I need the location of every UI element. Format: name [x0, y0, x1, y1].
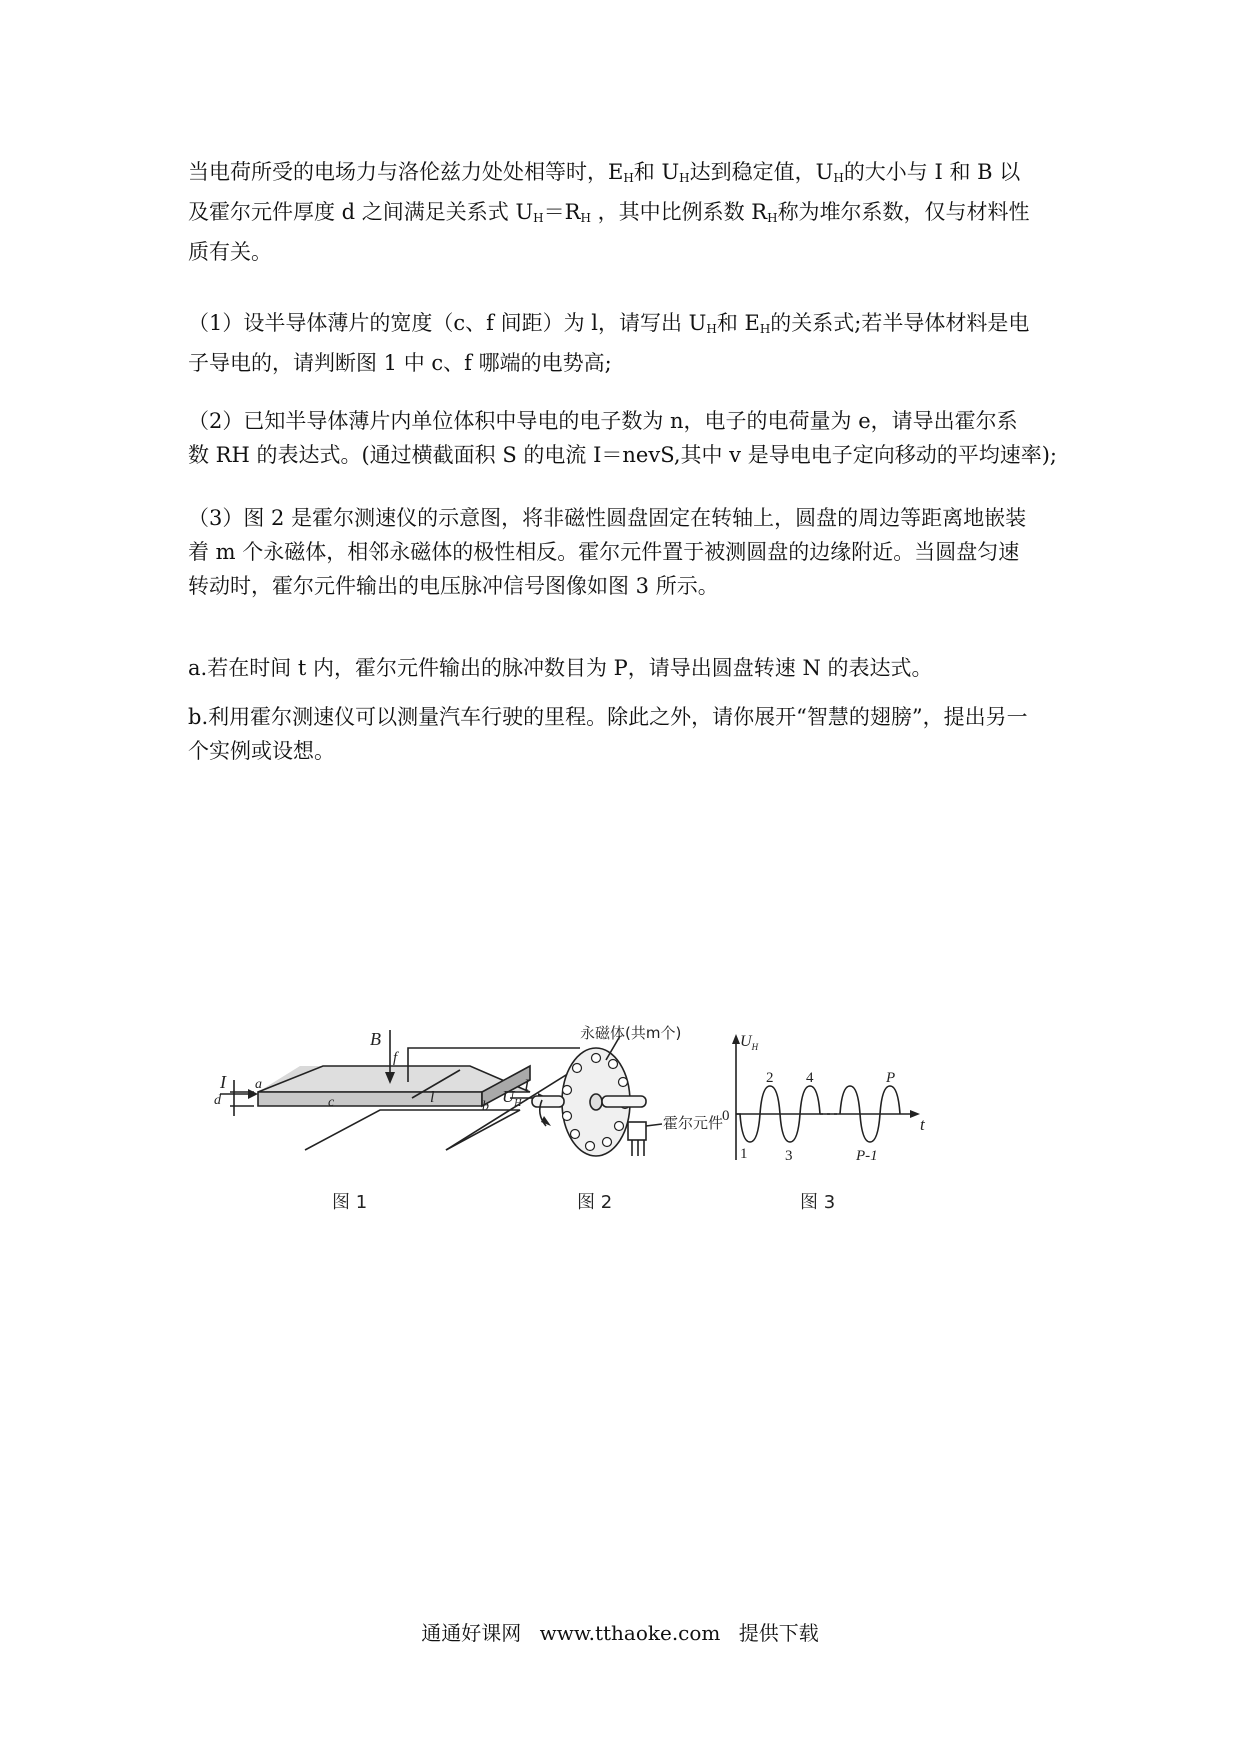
magnet [592, 1054, 601, 1063]
paragraph-question-a [188, 651, 1060, 685]
trough-label: 3 [785, 1148, 793, 1164]
hall-label-leader [646, 1124, 662, 1126]
figure-3-caption: 图 3 [800, 1192, 836, 1213]
footer-note: 提供下载 [738, 1621, 819, 1645]
lead-c [305, 1110, 520, 1150]
hall-element-label: 霍尔元件 [663, 1114, 724, 1132]
label-l: l [430, 1089, 435, 1106]
text-line: b.利用霍尔测速仪可以测量汽车行驶的里程。除此之外，请你展开“智慧的翅膀”，提出另一 [188, 705, 1028, 729]
rotation-arrowhead [541, 1116, 551, 1126]
paragraph-question-3 [188, 501, 1060, 603]
label-i-right: I [524, 1077, 530, 1094]
label-f: f [393, 1050, 398, 1066]
magnet-label: 永磁体(共m个) [580, 1024, 682, 1042]
y-axis-arrowhead [732, 1034, 740, 1044]
text-line: 着 m 个永磁体，相邻永磁体的极性相反。霍尔元件置于被测圆盘的边缘附近。当圆盘匀速 [188, 540, 1020, 564]
magnet [615, 1122, 624, 1131]
figure-1 [214, 1029, 592, 1213]
text-line: （1）设半导体薄片的宽度（c、f 间距）为 l，请写出 $U_H$和 $E_H$的关系式;若半导体材料是电 [188, 311, 1030, 336]
paragraph-question-b [188, 700, 1060, 768]
text-line: 当电荷所受的电场力与洛伦兹力处处相等时，$E_H$和 $U_H$达到稳定值，$U_H$的大小与 I 和 B 以 [188, 160, 1021, 185]
label-c: c [328, 1095, 335, 1110]
x-axis-arrowhead [910, 1110, 920, 1118]
axis-x-label: t [920, 1115, 925, 1134]
axis-y-label [740, 1033, 759, 1052]
text-line: 子导电的，请判断图 1 中 c、f 哪端的电势高; [188, 351, 612, 375]
hall-element [628, 1122, 646, 1140]
label-b-terminal: b [482, 1099, 489, 1114]
magnet [563, 1112, 572, 1121]
label-b: B [370, 1029, 381, 1049]
label-uh-sub: H [514, 1098, 522, 1109]
text-line: 及霍尔元件厚度 d 之间满足关系式 $U_H=R_H$ ，其中比例系数 $R_H$称为堆尔系数，仅与材料性 [188, 200, 1030, 225]
shaft-left [532, 1096, 564, 1107]
text-line: 个实例或设想。 [188, 739, 335, 763]
magnet [609, 1060, 618, 1069]
footer-site-name: 通通好课网 [421, 1621, 522, 1645]
disc-hub [590, 1094, 602, 1110]
hall-plate-slab [258, 1092, 482, 1106]
text-line: 数 RH 的表达式。(通过横截面积 S 的电流 I＝nevS,其中 v 是导电电子定向移动的平均速率); [188, 443, 1057, 467]
figure-2 [532, 1024, 723, 1213]
magnet [571, 1130, 580, 1139]
magnet [603, 1138, 612, 1147]
magnet [563, 1086, 572, 1095]
figures-svg [214, 1024, 1040, 1260]
text-line: a.若在时间 t 内，霍尔元件输出的脉冲数目为 P，请导出圆盘转速 N 的表达式。 [188, 656, 933, 680]
magnet [586, 1142, 595, 1151]
label-d: d [214, 1093, 221, 1108]
peak-label: 4 [806, 1070, 814, 1086]
label-uh-main: U [502, 1087, 515, 1106]
trough-label: 1 [740, 1146, 748, 1162]
label-i-left: I [220, 1072, 226, 1092]
axis-y-sub: H [751, 1042, 759, 1052]
trough-label: P-1 [856, 1148, 878, 1164]
text-line: 转动时，霍尔元件输出的电压脉冲信号图像如图 3 所示。 [188, 574, 719, 598]
figure-1-caption: 图 1 [332, 1192, 368, 1213]
page-footer [0, 1617, 1240, 1646]
peak-label: 2 [766, 1070, 774, 1086]
text-line: （2）已知半导体薄片内单位体积中导电的电子数为 n，电子的电荷量为 e，请导出霍尔系 [188, 409, 1018, 433]
figure-3 [722, 1033, 926, 1213]
origin-label: 0 [722, 1108, 730, 1124]
magnet [619, 1078, 628, 1087]
paragraph-intro [188, 155, 1060, 269]
text-line: （3）图 2 是霍尔测速仪的示意图，将非磁性圆盘固定在转轴上，圆盘的周边等距离地嵌装 [188, 506, 1027, 530]
footer-url[interactable]: www.tthaoke.com [539, 1621, 721, 1645]
figures-strip [214, 1024, 1040, 1260]
axis-y-main: U [740, 1033, 752, 1050]
paragraph-question-1 [188, 306, 1060, 380]
figure-2-caption: 图 2 [577, 1192, 613, 1213]
peak-label: P [886, 1070, 896, 1086]
text-line: 质有关。 [188, 240, 272, 264]
magnet [573, 1064, 582, 1073]
label-a: a [255, 1077, 262, 1092]
shaft-right [602, 1096, 646, 1107]
paragraph-question-2 [188, 404, 1060, 472]
